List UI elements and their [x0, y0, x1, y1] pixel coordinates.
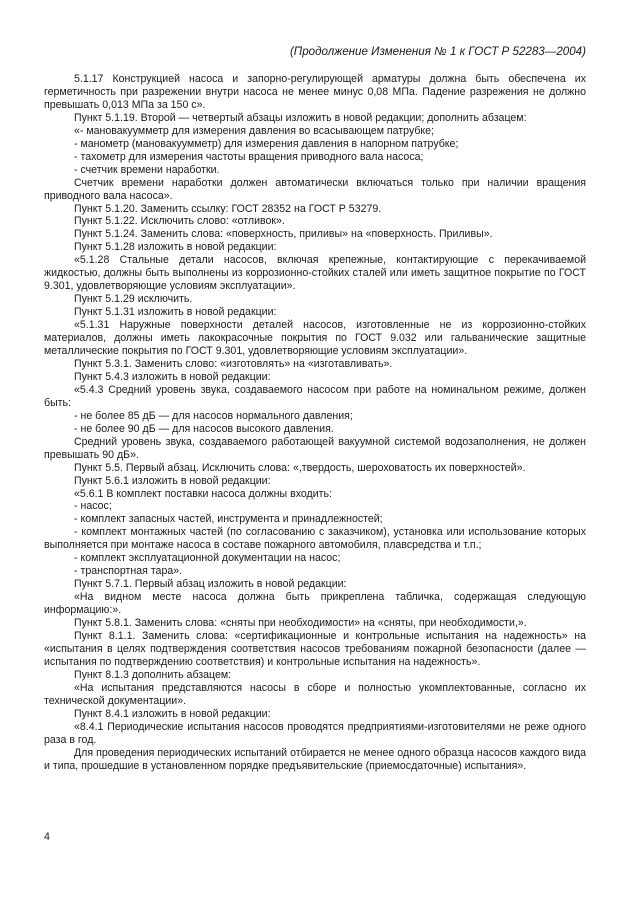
paragraph: Пункт 5.1.20. Заменить ссылку: ГОСТ 28352 на ГОСТ Р 53279. [74, 202, 382, 215]
paragraph: - насос; [74, 500, 112, 513]
paragraph: «8.4.1 Периодические испытания насосов проводятся предприятиями-изготовителями не реже одного раза в год. [44, 720, 586, 746]
paragraph: - не более 85 дБ — для насосов нормального давления; [74, 409, 353, 422]
paragraph: Пункт 5.3.1. Заменить слово: «изготовлять» на «изготавливать». [74, 357, 393, 370]
paragraph: Счетчик времени наработки должен автоматически включаться только при наличии вращения приводного вала насоса». [44, 176, 586, 202]
paragraph: - не более 90 дБ — для насосов высокого давления. [74, 422, 334, 435]
paragraph: «На испытания представляются насосы в сборе и полностью укомплектованные, согласно их технической документации». [44, 681, 586, 707]
paragraph: Пункт 8.1.3 дополнить абзацем: [74, 668, 232, 681]
running-header: (Продолжение Изменения № 1 к ГОСТ Р 52283—2004) [289, 45, 586, 58]
paragraph: «На видном месте насоса должна быть прикреплена табличка, содержащая следующую информацию:». [44, 591, 586, 617]
paragraph: - комплект монтажных частей (по согласованию с заказчиком), установка или использование которых выполняется при монтаже насоса в составе пожарного автомобиля, плавсредства и т.п.; [44, 526, 586, 552]
paragraph: Пункт 5.1.31 изложить в новой редакции: [74, 306, 277, 319]
paragraph: Для проведения периодических испытаний отбирается не менее одного образца насосов каждого вида и типа, прошедшие в установленном порядке предъявительские (приемосдаточные) испытания». [44, 746, 586, 772]
paragraph: «5.4.3 Средний уровень звука, создаваемого насосом при работе на номинальном режиме, должен быть: [44, 383, 586, 409]
paragraph: - тахометр для измерения частоты вращения приводного вала насоса; [74, 150, 424, 163]
paragraph: Пункт 5.1.19. Второй — четвертый абзацы изложить в новой редакции; дополнить абзацем: [74, 111, 527, 124]
paragraph: Пункт 5.1.24. Заменить слова: «поверхность, приливы» на «поверхность. Приливы». [74, 228, 493, 241]
paragraph: Пункт 5.5. Первый абзац. Исключить слова: «,твердость, шероховатость их поверхностей». [74, 461, 526, 474]
paragraph: Пункт 8.4.1 изложить в новой редакции: [74, 707, 271, 720]
paragraph: «5.1.28 Стальные детали насосов, включая крепежные, контактирующие с перекачиваемой жидкостью, должны быть выполнены из коррозионно-стойких сталей или иметь защитное покрытие по ГОСТ 9.301, удовлетворяющие условиям эксплуатации». [44, 254, 586, 293]
paragraph: 5.1.17 Конструкцией насоса и запорно-регулирующей арматуры должна быть обеспечена их герметичность при разрежении внутри насоса не менее минус 0,08 МПа. Падение разрежения не должно превышать 0,013 МПа за 150 с». [44, 73, 586, 111]
paragraph: Пункт 5.6.1 изложить в новой редакции: [74, 474, 271, 487]
paragraph: - манометр (мановакуумметр) для измерения давления в напорном патрубке; [74, 137, 459, 150]
paragraph: - комплект запасных частей, инструмента и принадлежностей; [74, 513, 383, 526]
paragraph: «5.1.31 Наружные поверхности деталей насосов, изготовленные не из коррозионно-стойких материалов, должны иметь лакокрасочные покрытия по ГОСТ 9.032 или гальванические защитные металлические покрытия по ГОСТ 9.301, удовлетворяющие условиям эксплуатации». [44, 319, 586, 358]
document-body [44, 73, 586, 772]
paragraph: Пункт 5.1.29 исключить. [74, 293, 193, 306]
paragraph: Пункт 5.1.22. Исключить слово: «отливок». [74, 215, 285, 228]
page-number: 4 [44, 831, 50, 843]
paragraph: Пункт 8.1.1. Заменить слова: «сертификационные и контрольные испытания на надежность» на «испытания в целях подтверждения соответствия насосов требованиям пожарной безопасности (далее — испытания по подтверждению соответствия) и контрольные испытания на надежность». [44, 629, 586, 668]
paragraph: - комплект эксплуатационной документации на насос; [74, 552, 341, 565]
paragraph: Пункт 5.1.28 изложить в новой редакции: [74, 241, 277, 254]
paragraph: - транспортная тара». [74, 565, 183, 578]
paragraph: Пункт 5.8.1. Заменить слова: «сняты при необходимости» на «сняты, при необходимости,». [74, 617, 527, 630]
paragraph: Пункт 5.4.3 изложить в новой редакции: [74, 370, 271, 383]
paragraph: Пункт 5.7.1. Первый абзац изложить в новой редакции: [74, 578, 347, 591]
paragraph: Средний уровень звука, создаваемого работающей вакуумной системой водозаполнения, не должен превышать 90 дБ». [44, 435, 586, 461]
paragraph: «5.6.1 В комплект поставки насоса должны входить: [74, 487, 332, 500]
paragraph: «- мановакуумметр для измерения давления во всасывающем патрубке; [74, 124, 435, 137]
paragraph: - счетчик времени наработки. [74, 163, 220, 176]
